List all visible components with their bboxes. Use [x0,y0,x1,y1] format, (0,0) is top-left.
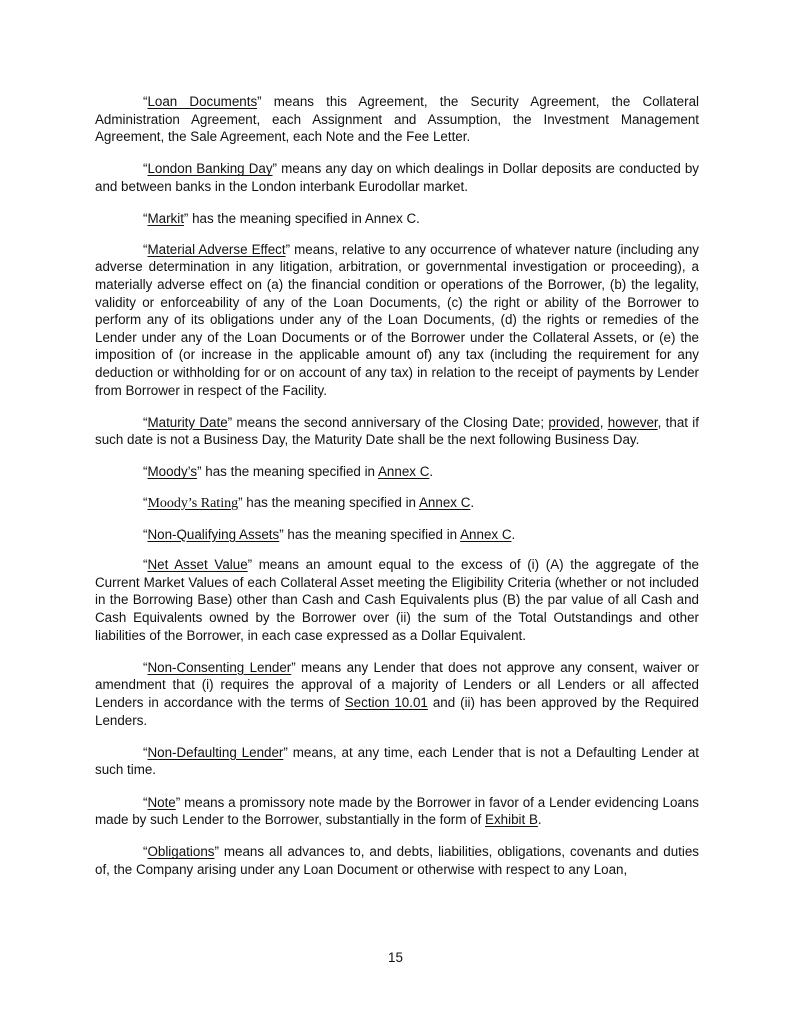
defined-term: Non-Consenting Lender [147,659,292,675]
definition-loan-documents: “Loan Documents” means this Agreement, the Security Agreement, the Collateral Administration Agreement, each Assignment and Assumption, the Investment Management Agreement, the Sale Agreement, each Note and the Fee Letter. [95,94,700,145]
cross-reference-annex-c: Annex C [419,495,471,511]
defined-term: Markit [147,211,184,227]
definition-text: has the meaning specified in [201,464,378,480]
definition-text: has the meaning specified in [242,495,419,511]
cross-reference-annex-c: Annex C [460,526,512,542]
emphasis-provided: provided [548,414,600,430]
defined-term: London Banking Day [147,161,273,177]
definition-maturity-date: “Maturity Date” means the second anniversary of the Closing Date; provided, however, that if such date is not a Business Day, the Maturity Date shall be the next following Business Day. [95,414,699,448]
definition-obligations: “Obligations” means all advances to, and debts, liabilities, obligations, covenants and duties of, the Company arising under any Loan Document or otherwise with respect to any Loan, [95,844,699,877]
definition-text: , [599,414,608,430]
definition-non-qualifying-assets: “Non-Qualifying Assets” has the meaning specified in Annex C. [143,526,516,542]
definition-non-defaulting-lender: “Non-Defaulting Lender” means, at any time, each Lender that is not a Defaulting Lender at such time. [95,744,699,778]
defined-term: Non-Defaulting Lender [147,744,284,760]
definition-text: means any Lender that does not approve any consent, waiver or amendment that (i) requires the approval of a majority of Lenders or all Lenders or all affected Lenders in accordance with the terms of [95,659,699,710]
definition-material-adverse-effect: “Material Adverse Effect” means, relative to any occurrence of whatever nature (including any adverse determination in any litigation, arbitration, or governmental investigation or proceeding), a materially adverse effect on (a) the financial condition or operations of the Borrower, (b) the legality, validity or enforceability of any of the Loan Documents, (c) the right or ability of the Borrower to perform any of its obligations under any of the Loan Documents, (d) the rights or remedies of the Lender under any of the Loan Documents or of the Borrower under the Collateral Assets, or (e) the imposition of (or increase in the applicable amount of) any tax (including the requirement for any deduction or withholding for or on account of any tax) in relation to the receipt of payments by Lender from Borrower in respect of the Facility. [95,241,699,398]
definition-text: means a promissory note made by the Borrower in favor of a Lender evidencing Loans made by such Lender to the Borrower, substantially in the form of [95,794,699,828]
definition-note: “Note” means a promissory note made by the Borrower in favor of a Lender evidencing Loans made by such Lender to the Borrower, substantially in the form of Exhibit B. [95,794,699,828]
definition-text: means, at any time, each Lender that is not a Defaulting Lender at such time. [95,744,699,778]
definition-text: . [537,812,542,828]
definition-text: means, relative to any occurrence of whatever nature (including any adverse determination in any litigation, arbitration, or governmental investigation or proceeding), a materially adverse effect on (a) the financial condition or operations of the Borrower, (b) the legality, validity or enforceability of any of the Loan Documents, (c) the right or ability of the Borrower to perform any of its obligations under any of the Loan Documents, (d) the rights or remedies of the Lender under any of the Loan Documents or of the Borrower under the Collateral Assets, or (e) the imposition of (or increase in the applicable amount of) any tax (including the requirement for any deduction or withholding for or on account of any tax) in relation to the receipt of payments by Lender from Borrower in respect of the Facility. [95,241,699,398]
cross-reference-section-10-01: Section 10.01 [344,695,428,710]
definition-text: means this Agreement, the Security Agreement, the Collateral Administration Agreement, each Assignment and Assumption, the Investment Management Agreement, the Sale Agreement, each Note and the Fee Letter. [95,94,700,145]
definition-text: has the meaning specified in Annex C. [188,211,420,227]
definition-text: . [429,464,434,480]
definition-text: means the second anniversary of the Closing Date; [232,414,549,430]
definition-text: . [470,495,475,511]
definition-net-asset-value: “Net Asset Value” means an amount equal to the excess of (i) (A) the aggregate of the Current Market Values of each Collateral Asset meeting the Eligibility Criteria (whether or not included in the Borrowing Base) other than Cash and Cash Equivalents plus (B) the par value of all Cash and Cash Equivalents owned by the Borrower over (ii) the sum of the Total Outstandings and other liabilities of the Borrower, in each case expressed as a Dollar Equivalent. [95,557,699,643]
definition-text: means all advances to, and debts, liabilities, obligations, covenants and duties of, the Company arising under any Loan Document or otherwise with respect to any Loan, [95,844,699,877]
definition-non-consenting-lender: “Non-Consenting Lender” means any Lender that does not approve any consent, waiver or amendment that (i) requires the approval of a majority of Lenders or all Lenders or all affected Lenders in accordance with the terms of Section 10.01 and (ii) has been approved by the Required Lenders. [95,659,699,728]
definition-text: means an amount equal to the excess of (i) (A) the aggregate of the Current Market Values of each Collateral Asset meeting the Eligibility Criteria (whether or not included in the Borrowing Base) other than Cash and Cash Equivalents plus (B) the par value of all Cash and Cash Equivalents owned by the Borrower over (ii) the sum of the Total Outstandings and other liabilities of the Borrower, in each case expressed as a Dollar Equivalent. [95,557,699,643]
document-page [95,93,699,893]
definition-text: means any day on which dealings in Dollar deposits are conducted by and between banks in the London interbank Eurodollar market. [95,161,699,194]
definition-text: and (ii) has been approved by the Required Lenders. [95,695,699,728]
page-number: 15 [388,950,403,965]
defined-term: Material Adverse Effect [147,241,286,257]
defined-term: Loan Documents [147,94,258,109]
cross-reference-annex-c: Annex C [378,464,430,480]
definition-london-banking-day: “London Banking Day” means any day on which dealings in Dollar deposits are conducted by and between banks in the London interbank Eurodollar market. [95,161,699,194]
cross-reference-exhibit-b: Exhibit B [485,812,538,828]
definition-text: . [511,526,516,542]
emphasis-however: however [607,414,658,430]
defined-term: Non-Qualifying Assets [147,526,280,542]
defined-term: Obligations [147,844,215,860]
defined-term: Note [147,794,176,810]
defined-term: Net Asset Value [147,557,248,573]
definition-text: , that if such date is not a Business Day, the Maturity Date shall be the next following Business Day. [95,414,699,448]
defined-term: Maturity Date [147,414,228,430]
defined-term: Moody’s [147,464,198,480]
definition-text: has the meaning specified in [283,526,461,542]
definition-moodys: “Moody’s” has the meaning specified in Annex C. [143,464,434,480]
defined-term: Moody’s Rating [147,496,239,512]
definition-markit: “Markit” has the meaning specified in Annex C. [143,211,420,227]
definition-moodys-rating: “Moody’s Rating” has the meaning specified in Annex C. [143,495,475,512]
